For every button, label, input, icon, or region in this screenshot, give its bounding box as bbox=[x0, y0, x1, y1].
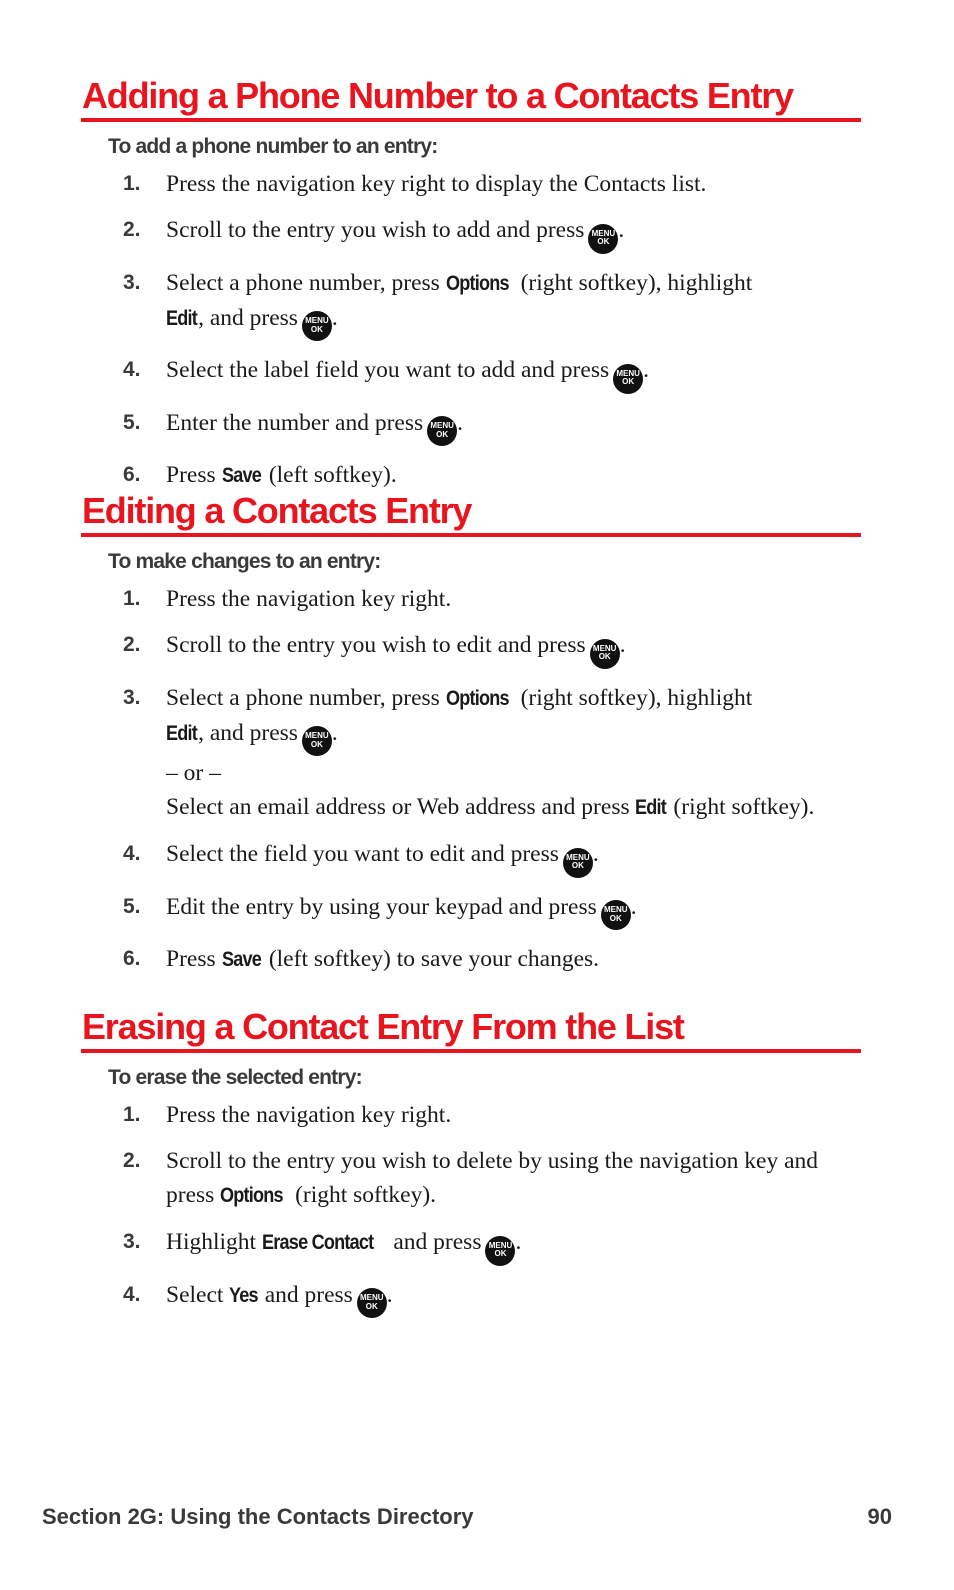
steps-list bbox=[81, 582, 861, 977]
page-number: 90 bbox=[867, 1504, 892, 1529]
step-text: (right softkey), highlight bbox=[520, 269, 753, 296]
step-item: 5. Edit the entry by using your keypad and press MENU OK . bbox=[81, 890, 861, 931]
step-item bbox=[81, 942, 861, 977]
section-erasing-entry bbox=[81, 1005, 861, 1330]
step-item: 2. Scroll to the entry you wish to add and press MENU OK . bbox=[81, 213, 861, 254]
section-subtitle: To erase the selected entry: bbox=[108, 1066, 362, 1089]
step-text: Press bbox=[166, 462, 216, 488]
step-number: 2. bbox=[123, 218, 141, 241]
step-item: 3. Select a phone number, press Options (right softkey), highlight Edit, and press MENU OK . – or – Select an email address or Web address and press Edit (right softkey). bbox=[81, 681, 861, 826]
step-text: (right softkey). bbox=[673, 794, 815, 820]
keyword-save: Save bbox=[221, 948, 261, 971]
step-item bbox=[81, 582, 861, 616]
step-text: , and press bbox=[198, 719, 298, 746]
menu-ok-key-icon: MENU OK bbox=[601, 900, 631, 930]
step-number: 1. bbox=[123, 1103, 141, 1126]
keyword-erase-contact: Erase Contact bbox=[261, 1231, 374, 1254]
menu-ok-key-icon: MENU OK bbox=[302, 311, 332, 341]
step-item: 3. Highlight Erase Contact and press MENU OK . bbox=[81, 1225, 861, 1266]
step-number: 5. bbox=[123, 894, 141, 918]
step-text: , and press bbox=[198, 304, 298, 331]
keyword-options: Options bbox=[445, 686, 509, 710]
step-number: 3. bbox=[123, 685, 141, 709]
step-text: Select a phone number, press bbox=[166, 269, 440, 296]
section-title: Editing a Contacts Entry bbox=[81, 489, 861, 537]
step-number: 6. bbox=[123, 463, 141, 486]
steps-list bbox=[81, 167, 861, 493]
keyword-edit: Edit bbox=[166, 721, 198, 745]
steps-list bbox=[81, 1098, 861, 1318]
step-text: Scroll to the entry you wish to delete by using the navigation key and press bbox=[166, 1148, 818, 1208]
step-text: Press the navigation key right. bbox=[166, 1102, 452, 1128]
step-item: 4. Select the label field you want to add and press MENU OK . bbox=[81, 353, 861, 394]
keyword-options: Options bbox=[220, 1184, 283, 1207]
step-item bbox=[81, 1144, 861, 1213]
step-number: 1. bbox=[123, 587, 141, 610]
step-number: 3. bbox=[123, 270, 141, 294]
menu-ok-key-icon: MENU OK bbox=[357, 1288, 387, 1318]
step-number: 3. bbox=[123, 1230, 141, 1253]
step-text: Select a phone number, press bbox=[166, 684, 440, 711]
or-separator: – or – bbox=[166, 760, 221, 786]
step-number: 4. bbox=[123, 1282, 141, 1306]
step-number: 6. bbox=[123, 947, 141, 970]
step-text: Highlight bbox=[166, 1229, 257, 1255]
section-subtitle: To add a phone number to an entry: bbox=[108, 135, 438, 158]
step-text: (right softkey). bbox=[295, 1182, 437, 1208]
section-adding-phone-number bbox=[81, 74, 861, 505]
step-item: 2. Scroll to the entry you wish to edit and press MENU OK . bbox=[81, 628, 861, 669]
menu-ok-key-icon: MENU OK bbox=[588, 224, 618, 254]
step-number: 4. bbox=[123, 842, 141, 865]
menu-ok-key-icon: MENU OK bbox=[590, 639, 620, 669]
step-item: 4. Select Yes and press MENU OK . bbox=[81, 1278, 861, 1319]
step-number: 5. bbox=[123, 410, 141, 434]
step-text: Press bbox=[166, 946, 216, 972]
step-text: Press the navigation key right to display the Contacts list. bbox=[166, 171, 707, 197]
step-text: (left softkey) to save your changes. bbox=[268, 946, 600, 972]
keyword-options: Options bbox=[445, 271, 509, 295]
keyword-save: Save bbox=[221, 464, 261, 487]
step-number: 1. bbox=[123, 172, 141, 195]
step-text: Select an email address or Web address and press bbox=[166, 794, 630, 820]
step-text: (left softkey). bbox=[268, 462, 397, 488]
section-editing-entry bbox=[81, 489, 861, 989]
step-item bbox=[81, 167, 861, 201]
keyword-edit: Edit bbox=[635, 796, 667, 819]
step-text: Select the label field you want to add and press bbox=[166, 357, 610, 383]
step-text: Select the field you want to edit and press bbox=[166, 841, 559, 867]
step-text: Scroll to the entry you wish to edit and press bbox=[166, 632, 586, 658]
step-text: Edit the entry by using your keypad and press bbox=[166, 893, 597, 920]
step-item: 5. Enter the number and press MENU OK . bbox=[81, 406, 861, 447]
step-item bbox=[81, 1098, 861, 1132]
menu-ok-key-icon: MENU OK bbox=[302, 726, 332, 756]
step-number: 4. bbox=[123, 358, 141, 381]
section-title: Erasing a Contact Entry From the List bbox=[81, 1005, 861, 1053]
footer-section-label: Section 2G: Using the Contacts Directory bbox=[42, 1504, 474, 1529]
step-item bbox=[81, 458, 861, 493]
keyword-edit: Edit bbox=[166, 306, 198, 330]
step-text: (right softkey), highlight bbox=[520, 684, 753, 711]
step-text: Press the navigation key right. bbox=[166, 586, 452, 612]
step-text: Enter the number and press bbox=[166, 409, 424, 436]
menu-ok-key-icon: MENU OK bbox=[613, 364, 643, 394]
keyword-yes: Yes bbox=[229, 1283, 259, 1307]
menu-ok-key-icon: MENU OK bbox=[563, 848, 593, 878]
menu-ok-key-icon: MENU OK bbox=[485, 1236, 515, 1266]
page-footer bbox=[42, 1504, 892, 1530]
step-text: and press bbox=[393, 1229, 482, 1255]
section-title: Adding a Phone Number to a Contacts Entry bbox=[81, 74, 861, 122]
menu-ok-key-icon: MENU OK bbox=[427, 416, 457, 446]
step-item: 3. Select a phone number, press Options (right softkey), highlight Edit, and press MENU OK . bbox=[81, 266, 861, 342]
step-number: 2. bbox=[123, 1149, 141, 1172]
step-text: Select bbox=[166, 1281, 224, 1308]
step-number: 2. bbox=[123, 633, 141, 656]
step-text: and press bbox=[264, 1281, 353, 1308]
step-item: 4. Select the field you want to edit and press MENU OK . bbox=[81, 837, 861, 878]
step-text: Scroll to the entry you wish to add and press bbox=[166, 217, 585, 243]
section-subtitle: To make changes to an entry: bbox=[108, 550, 381, 573]
